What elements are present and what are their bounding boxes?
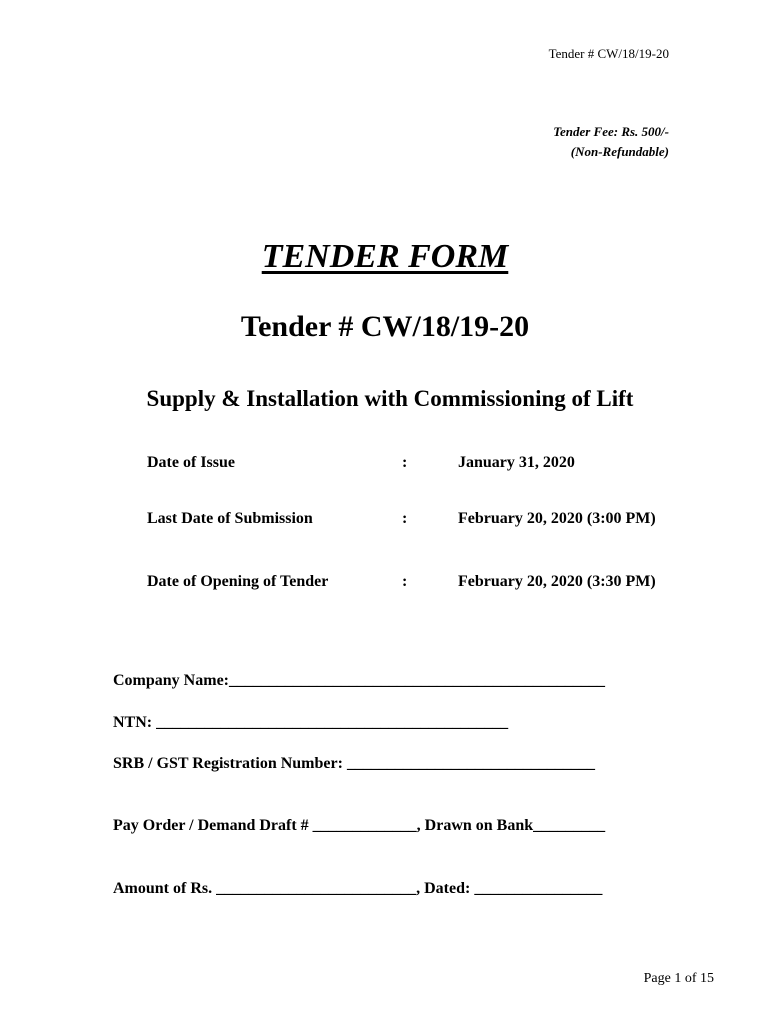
header-reference: Tender # CW/18/19-20 — [548, 46, 669, 61]
tender-fee: Tender Fee: Rs. 500/- — [553, 124, 669, 139]
page-number: Page 1 of 15 — [643, 971, 714, 986]
schedule-row-opening-separator: : — [402, 573, 408, 590]
schedule-row-issue-label: Date of Issue — [147, 454, 235, 471]
document-title: TENDER FORM — [261, 238, 509, 275]
schedule-row-issue-separator: : — [402, 454, 408, 471]
tender-number: Tender # CW/18/19-20 — [240, 310, 530, 343]
tender-subject: Supply & Installation with Commissioning of Lift — [146, 386, 634, 411]
company-name-field: Company Name:_______________________________________________ — [113, 672, 605, 689]
amount-field: Amount of Rs. _________________________, Dated: ________________ — [113, 880, 603, 897]
schedule-row-submission-value: February 20, 2020 (3:00 PM) — [458, 510, 656, 527]
schedule-row-issue-value: January 31, 2020 — [458, 454, 575, 471]
schedule-row-submission-separator: : — [402, 510, 408, 527]
srb-gst-field: SRB / GST Registration Number: _______________________________ — [113, 755, 595, 772]
schedule-row-opening-value: February 20, 2020 (3:30 PM) — [458, 573, 656, 590]
tender-fee-note: (Non-Refundable) — [570, 144, 669, 159]
ntn-field: NTN: ____________________________________________ — [113, 714, 509, 731]
pay-order-field: Pay Order / Demand Draft # _____________, Drawn on Bank_________ — [113, 817, 606, 834]
schedule-row-submission-label: Last Date of Submission — [147, 510, 313, 527]
schedule-row-opening-label: Date of Opening of Tender — [147, 573, 329, 590]
